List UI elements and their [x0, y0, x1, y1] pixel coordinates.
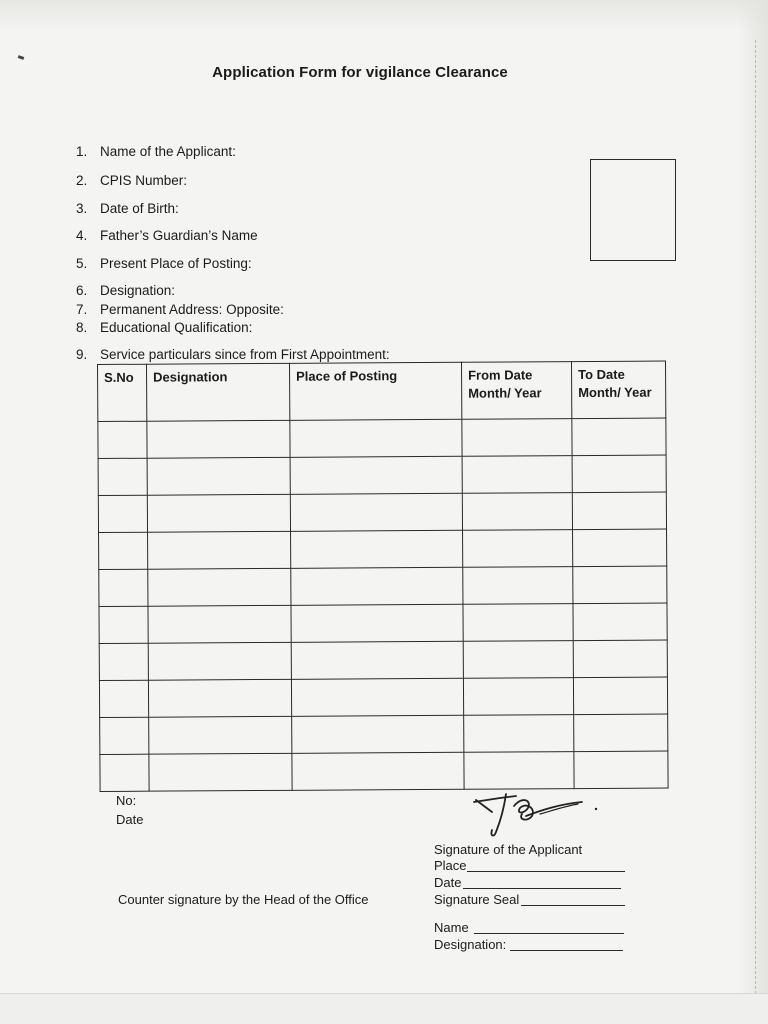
- table-row: [99, 529, 667, 569]
- column-header-place-of-posting: Place of Posting: [289, 362, 461, 420]
- field-number: 7.: [76, 302, 88, 317]
- table-cell[interactable]: [98, 458, 147, 495]
- table-cell[interactable]: [147, 494, 290, 532]
- table-cell[interactable]: [149, 753, 292, 791]
- table-cell[interactable]: [573, 529, 667, 567]
- name-label: Name: [434, 920, 469, 935]
- field-number: 8.: [76, 320, 88, 335]
- place-blank-line[interactable]: [467, 871, 625, 872]
- signature-of-applicant-label: Signature of the Applicant: [434, 842, 583, 857]
- table-row: [99, 677, 667, 717]
- field-label: Designation:: [100, 283, 176, 298]
- table-cell[interactable]: [147, 457, 290, 495]
- field-guardian-name: [76, 228, 258, 243]
- name-blank-line[interactable]: [474, 933, 624, 934]
- field-date-of-birth: [76, 201, 179, 216]
- table-cell[interactable]: [147, 420, 290, 458]
- field-number: 2.: [76, 173, 88, 188]
- field-applicant-name: [76, 144, 236, 159]
- field-label: Father’s Guardian’s Name: [100, 228, 258, 243]
- field-label: Date of Birth:: [100, 201, 179, 216]
- field-label: Name of the Applicant:: [100, 144, 236, 159]
- table-cell[interactable]: [148, 531, 291, 569]
- table-cell[interactable]: [573, 677, 667, 715]
- field-service-particulars: [76, 347, 390, 362]
- field-present-posting: [76, 256, 252, 271]
- table-cell[interactable]: [99, 643, 148, 680]
- table-cell[interactable]: [464, 715, 574, 753]
- table-cell[interactable]: [99, 606, 148, 643]
- field-label: CPIS Number:: [100, 173, 188, 188]
- table-cell[interactable]: [463, 604, 573, 642]
- table-header-row: [98, 361, 666, 421]
- scan-page-bottom: [0, 993, 768, 1024]
- field-number: 6.: [76, 283, 88, 298]
- field-cpis-number: [76, 173, 187, 188]
- no-label: No:: [116, 793, 137, 808]
- signature-seal-label: Signature Seal: [434, 892, 520, 907]
- table-cell[interactable]: [148, 642, 291, 680]
- table-cell[interactable]: [148, 679, 291, 717]
- table-cell[interactable]: [149, 716, 292, 754]
- date-blank-line[interactable]: [463, 888, 621, 889]
- form-title: Application Form for vigilance Clearance: [212, 64, 508, 81]
- table-row: [99, 640, 667, 680]
- table-cell[interactable]: [292, 752, 464, 790]
- handwritten-signature: [470, 786, 600, 846]
- table-cell[interactable]: [290, 456, 462, 494]
- scan-speck: [18, 55, 25, 60]
- table-cell[interactable]: [291, 604, 463, 642]
- table-cell[interactable]: [572, 455, 666, 493]
- table-cell[interactable]: [99, 569, 148, 606]
- table-cell[interactable]: [148, 568, 291, 606]
- table-cell[interactable]: [291, 567, 463, 605]
- table-cell[interactable]: [462, 419, 572, 457]
- field-designation: [76, 283, 175, 298]
- table-cell[interactable]: [573, 640, 667, 678]
- table-cell[interactable]: [291, 641, 463, 679]
- scan-shadow-top: [0, 0, 768, 30]
- table-cell[interactable]: [290, 493, 462, 531]
- field-number: 1.: [76, 144, 88, 159]
- field-number: 3.: [76, 201, 88, 216]
- counter-signature-label: Counter signature by the Head of the Office: [118, 892, 369, 907]
- table-cell[interactable]: [572, 492, 666, 530]
- table-cell[interactable]: [463, 678, 573, 716]
- date-field-label: Date: [434, 875, 462, 890]
- table-row: [98, 492, 666, 532]
- photo-box: [590, 159, 676, 261]
- table-cell[interactable]: [573, 566, 667, 604]
- table-cell[interactable]: [100, 754, 149, 791]
- table-cell[interactable]: [292, 715, 464, 753]
- field-label: Educational Qualification:: [100, 320, 253, 335]
- column-header-to-date: To Date Month/ Year: [571, 361, 665, 419]
- table-row: [99, 603, 667, 643]
- table-cell[interactable]: [291, 530, 463, 568]
- table-cell[interactable]: [463, 567, 573, 605]
- field-label: Service particulars since from First Appointment:: [100, 347, 390, 362]
- table-cell[interactable]: [291, 678, 463, 716]
- table-cell[interactable]: [290, 419, 462, 457]
- table-row: [100, 714, 668, 754]
- field-label: Permanent Address: Opposite:: [100, 302, 284, 317]
- table-row: [98, 418, 666, 458]
- table-row: [99, 566, 667, 606]
- table-cell[interactable]: [574, 751, 668, 789]
- table-cell[interactable]: [463, 641, 573, 679]
- table-cell[interactable]: [99, 680, 148, 717]
- date-label: Date: [116, 812, 144, 827]
- field-number: 4.: [76, 228, 88, 243]
- table-cell[interactable]: [98, 421, 147, 458]
- place-label: Place: [434, 858, 467, 873]
- column-header-from-date: From Date Month/ Year: [461, 362, 571, 420]
- scan-page-edge: [738, 0, 768, 1024]
- table-cell[interactable]: [98, 495, 147, 532]
- table-cell[interactable]: [574, 714, 668, 752]
- column-header-designation: Designation: [147, 363, 290, 421]
- field-number: 9.: [76, 347, 88, 362]
- table-cell[interactable]: [573, 603, 667, 641]
- table-cell[interactable]: [100, 717, 149, 754]
- table-cell[interactable]: [463, 530, 573, 568]
- table-cell[interactable]: [99, 532, 148, 569]
- field-permanent-address: [76, 302, 284, 317]
- service-particulars-table: [97, 361, 669, 792]
- table-cell[interactable]: [572, 418, 666, 456]
- field-label: Present Place of Posting:: [100, 256, 252, 271]
- table-cell[interactable]: [462, 456, 572, 494]
- table-cell[interactable]: [464, 752, 574, 790]
- field-educational-qualification: [76, 320, 252, 335]
- table-cell[interactable]: [148, 605, 291, 643]
- designation-label: Designation:: [434, 937, 507, 952]
- signature-seal-blank-line[interactable]: [521, 905, 625, 906]
- table-cell[interactable]: [462, 493, 572, 531]
- column-header-sno: S.No: [98, 364, 147, 421]
- designation-blank-line[interactable]: [510, 950, 623, 951]
- field-number: 5.: [76, 256, 88, 271]
- table-row: [98, 455, 666, 495]
